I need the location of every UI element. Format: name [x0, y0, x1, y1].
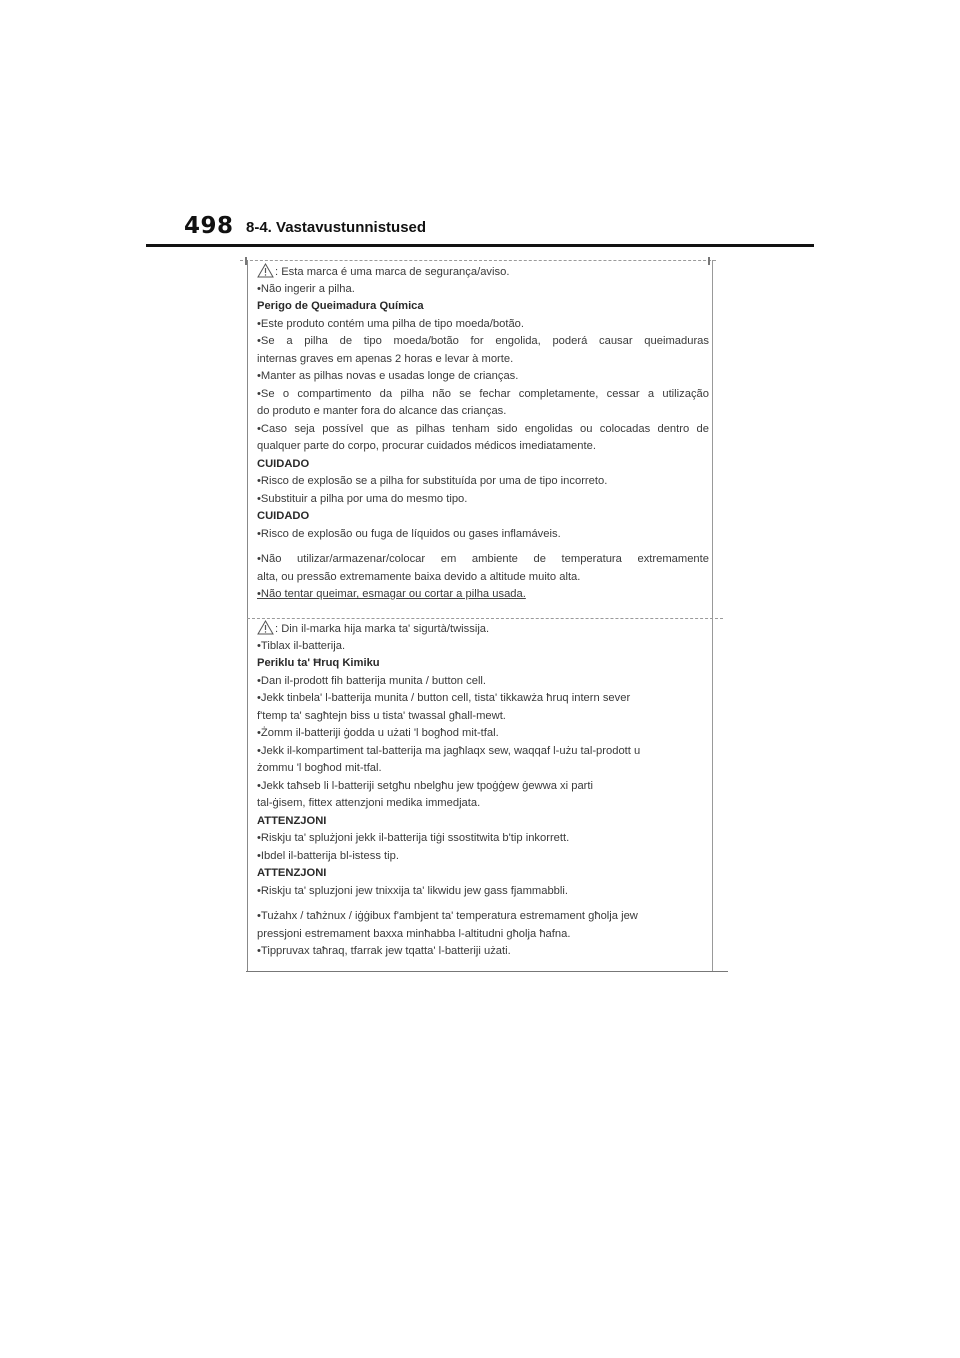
text-line: pressjoni estremament baxxa minħabba l-altitudni għolja ħafna. — [257, 927, 571, 940]
text-line: •Ibdel il-batterija bl-istess tip. — [257, 849, 399, 862]
section-heading: Periklu ta' Ħruq Kimiku — [257, 657, 380, 669]
caution-heading: CUIDADO — [257, 457, 310, 470]
portuguese-section — [257, 263, 709, 604]
warning-mark-text: : Esta marca é uma marca de segurança/aviso. — [275, 266, 510, 278]
text-line: •Tużahx / taħżnux / iġġibux f'ambjent ta' temperatura estremament għolja jew — [257, 910, 638, 922]
text-line: qualquer parte do corpo, procurar cuidados médicos imediatamente. — [257, 440, 596, 452]
warning-mark-text: : Din il-marka hija marka ta' sigurtà/twissija. — [275, 623, 490, 635]
page-header — [0, 0, 960, 250]
spacer — [257, 900, 709, 908]
text-line: •Tiblax il-batterija. — [257, 639, 346, 652]
text-line: •Riskju ta' spluzjoni jew tnixxija ta' likwidu jew gass fjammabbli. — [257, 884, 568, 897]
text-line: •Não ingerir a pilha. — [257, 282, 355, 295]
text-line: do produto e manter fora do alcance das crianças. — [257, 405, 507, 417]
text-line: •Caso seja possível que as pilhas tenham sido engolidas ou colocadas dentro de — [257, 422, 709, 435]
warning-triangle-icon — [257, 263, 274, 278]
text-line: f'temp ta' sagħtejn biss u tista' twassal għall-mewt. — [257, 709, 506, 722]
text-line: •Este produto contém uma pilha de tipo moeda/botão. — [257, 317, 524, 330]
text-line: alta, ou pressão extremamente baixa devido a altitude muito alta. — [257, 570, 581, 583]
language-divider — [247, 618, 723, 619]
text-line: •Dan il-prodott fih batterija munita / button cell. — [257, 674, 487, 687]
text-line: •Substituir a pilha por uma do mesmo tipo. — [257, 492, 468, 505]
text-line: •Risco de explosão ou fuga de líquidos ou gases inflamáveis. — [257, 527, 561, 540]
text-line: •Se o compartimento da pilha não se fechar completamente, cessar a utilização — [257, 387, 709, 400]
text-line: •Jekk il-kompartiment tal-batterija ma jagħlaqx sew, waqqaf l-użu tal-prodott u — [257, 744, 641, 757]
maltese-section — [257, 620, 709, 961]
text-line: •Se a pilha de tipo moeda/botão for engolida, poderá causar queimaduras — [257, 335, 709, 347]
header-rule — [146, 244, 814, 247]
text-line — [257, 586, 709, 604]
text-line: •Manter as pilhas novas e usadas longe de crianças. — [257, 370, 519, 382]
warning-mark-line — [257, 263, 709, 281]
text-line: •Risco de explosão se a pilha for substituída por uma de tipo incorreto. — [257, 475, 608, 487]
caution-heading: CUIDADO — [257, 510, 310, 522]
page-number: 498 — [184, 213, 234, 239]
scan-bottom-border — [246, 971, 728, 972]
text-line: •Tippruvax taħraq, tfarrak jew tqatta' l-batteriji użati. — [257, 945, 511, 957]
caution-heading: ATTENZJONI — [257, 814, 327, 827]
text-line: tal-ġisem, fittex attenzjoni medika immedjata. — [257, 797, 481, 809]
text-line: internas graves em apenas 2 horas e levar à morte. — [257, 352, 514, 365]
warning-triangle-icon — [257, 620, 274, 635]
caution-heading: ATTENZJONI — [257, 867, 327, 879]
section-heading: Perigo de Queimadura Química — [257, 300, 424, 312]
text-line: żommu 'l bogħod mit-tfal. — [257, 762, 382, 774]
warning-mark-line — [257, 620, 709, 638]
text-line: •Riskju ta' splużjoni jekk il-batterija tiġi ssostitwita b'tip inkorrett. — [257, 832, 570, 844]
text-line: •Jekk taħseb li l-batteriji setgħu nbelgħu jew tpoġġew ġewwa xi parti — [257, 779, 593, 792]
text-line: •Jekk tinbela' l-batterija munita / button cell, tista' tikkawża ħruq intern sever — [257, 692, 631, 704]
section-title: 8-4. Vastavustunnistused — [246, 219, 427, 236]
text-line-underlined: •Não tentar queimar, esmagar ou cortar a pilha usada. — [257, 588, 526, 600]
text-line: •Não utilizar/armazenar/colocar em ambiente de temperatura extremamente — [257, 553, 709, 565]
text-line: •Żomm il-batteriji ġodda u użati 'l bogħod mit-tfal. — [257, 727, 499, 739]
spacer — [257, 543, 709, 551]
